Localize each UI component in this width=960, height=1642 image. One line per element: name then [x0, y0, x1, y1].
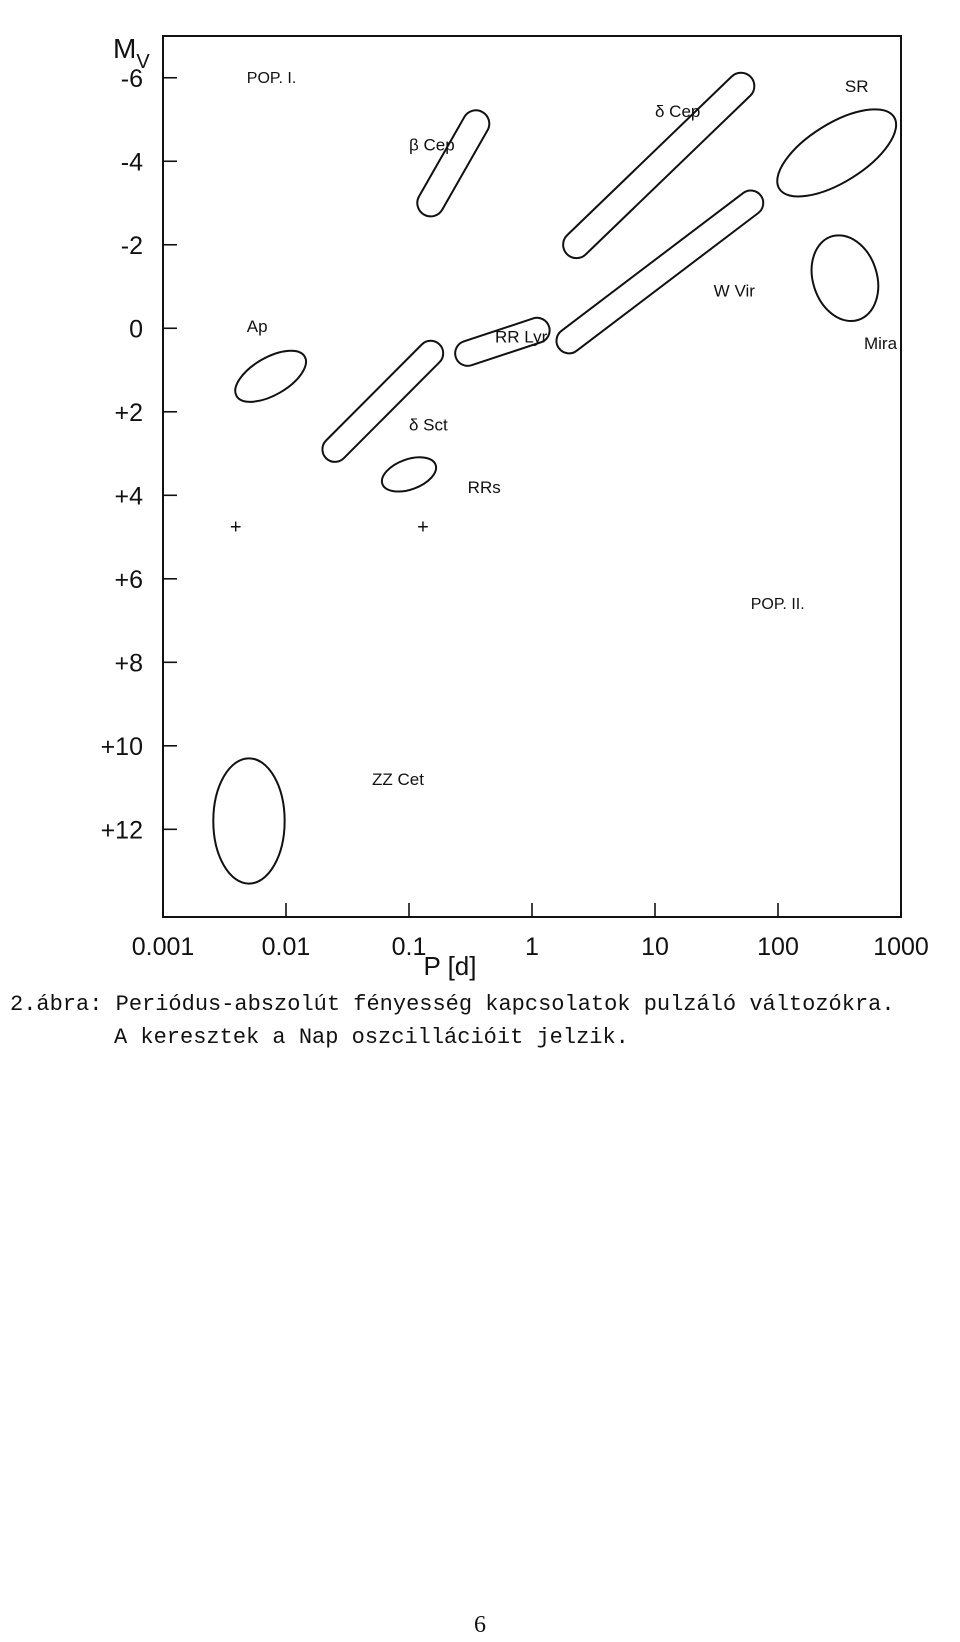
x-axis [132, 903, 929, 961]
y-tick-label: 0 [129, 315, 143, 344]
region-w-vir [551, 185, 768, 358]
y-tick-label: -4 [120, 148, 143, 177]
region-zz-cet [213, 758, 284, 883]
caption-line-1: 2.ábra: Periódus-abszolút fényesség kapcsolatok pulzáló változókra. [10, 992, 895, 1017]
page-number: 6 [474, 1612, 486, 1638]
region-label-cep: β Cep [409, 135, 455, 155]
region-label-sct: δ Sct [409, 415, 448, 435]
x-tick-label: 0.1 [391, 933, 427, 961]
region-label-rrs: RRs [467, 477, 501, 497]
region-label-sr: SR [844, 77, 869, 97]
sun-oscillation-cross: + [229, 516, 242, 539]
annotation-pop-ii: POP. II. [750, 595, 805, 613]
figure-caption [10, 988, 950, 1054]
sun-oscillation-cross: + [417, 516, 429, 539]
region-label-ap: Ap [246, 317, 268, 337]
region-label-cep: δ Cep [655, 102, 701, 122]
x-tick-label: 10 [641, 933, 669, 961]
x-tick-label: 0.01 [261, 933, 311, 961]
y-tick-label: +8 [114, 649, 143, 678]
y-tick-label: -6 [120, 64, 143, 93]
y-axis-title-subscript: V [136, 51, 150, 73]
y-tick-label: +4 [114, 482, 143, 511]
region-label-mira: Mira [863, 333, 898, 353]
y-tick-label: +2 [114, 398, 143, 427]
region-mira [801, 227, 889, 330]
region-label-w-vir: W Vir [713, 281, 755, 301]
x-tick-label: 1000 [873, 933, 929, 961]
plot-frame [163, 36, 901, 917]
x-axis-title: P [d] [423, 951, 477, 981]
y-axis-title: $M_V$ [113, 33, 150, 73]
y-tick-label: +10 [100, 732, 143, 761]
sun-oscillation-markers [230, 517, 429, 539]
variable-star-regions [213, 67, 909, 883]
x-tick-label: 100 [757, 933, 799, 961]
region-sct [317, 336, 448, 467]
region-labels [247, 77, 898, 789]
y-tick-label: +12 [100, 816, 143, 845]
annotation-pop-i: POP. I. [246, 69, 297, 87]
region-rrs [377, 451, 440, 499]
caption-line-2: A keresztek a Nap oszcillációit jelzik. [114, 1025, 629, 1050]
y-axis [101, 65, 177, 845]
region-label-zz-cet: ZZ Cet [371, 770, 424, 790]
region-label-rr-lyr: RR Lyr [494, 327, 548, 347]
x-tick-label: 1 [525, 933, 539, 961]
region-cep [412, 105, 494, 221]
y-tick-label: +6 [114, 565, 143, 594]
region-ap [227, 340, 314, 412]
x-tick-label: 0.001 [131, 933, 195, 961]
y-tick-label: -2 [120, 231, 143, 260]
region-sr [764, 92, 910, 213]
